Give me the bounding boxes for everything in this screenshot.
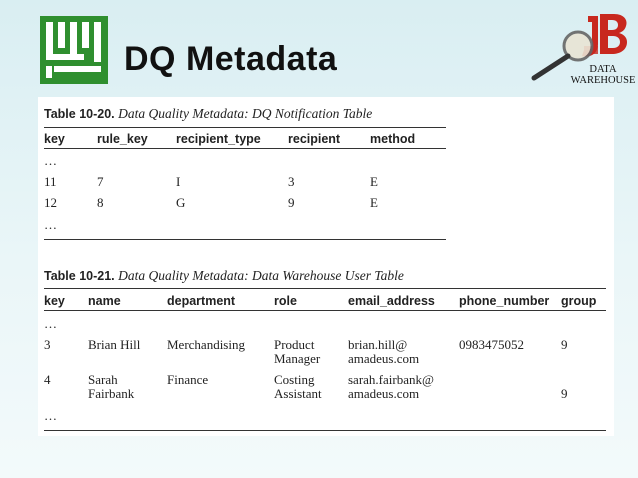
table2-header-department: department <box>167 294 236 308</box>
table2-top-rule <box>44 288 606 289</box>
table2-header-group: group <box>561 294 597 308</box>
table1-cell: 3 <box>288 174 295 189</box>
table2-cell-key: 4 <box>44 372 51 387</box>
table2-cell-role: Assistant <box>274 386 322 401</box>
table1-ellipsis: … <box>44 153 57 168</box>
table2-ellipsis: … <box>44 316 57 331</box>
brand-line: DATA <box>589 64 617 75</box>
table2-cell-role: Costing <box>274 372 315 387</box>
table1-cell: 8 <box>97 195 104 210</box>
table2-header-rule <box>44 310 606 311</box>
table2-cell-department: Merchandising <box>167 337 245 352</box>
table2-cell-email: amadeus.com <box>348 386 420 401</box>
table1-bottom-rule <box>44 239 446 240</box>
table2-header-name: name <box>88 294 121 308</box>
table1-caption <box>44 106 372 122</box>
table1-top-rule <box>44 127 446 128</box>
table1-cell: 7 <box>97 174 104 189</box>
table2-caption-title: Data Quality Metadata: Data Warehouse User Table <box>118 268 404 283</box>
table2-cell-name: Brian Hill <box>88 337 141 352</box>
table2-header-email: email_address <box>348 294 435 308</box>
table1-header-recipient: recipient <box>288 132 341 146</box>
table1-header-key: key <box>44 132 65 146</box>
table2-cell-department: Finance <box>167 372 209 387</box>
table2-cell-email: sarah.fairbank@ <box>348 372 434 387</box>
table1-header-rule-key: rule_key <box>97 132 148 146</box>
table2-cell-name: Sarah <box>88 372 118 387</box>
table1-cell: 11 <box>44 174 57 189</box>
table1-caption-number: Table 10-20. <box>44 107 115 121</box>
slide-title: DQ Metadata <box>124 40 338 78</box>
table2-cell-email: brian.hill@ <box>348 337 408 352</box>
green-logo-icon <box>40 16 108 84</box>
table2-cell-group: 9 <box>561 386 568 401</box>
table1-header-rule <box>44 148 446 149</box>
table2-cell-phone: 0983475052 <box>459 337 524 352</box>
content-panel <box>38 97 614 436</box>
table2-caption <box>44 268 404 284</box>
table2-cell-email: amadeus.com <box>348 351 420 366</box>
table2-header-key: key <box>44 294 65 308</box>
data-warehouse-brand <box>568 64 638 86</box>
table2-bottom-rule <box>44 430 606 431</box>
table1-header-recipient-type: recipient_type <box>176 132 261 146</box>
table2-cell-role: Manager <box>274 351 321 366</box>
table2-caption-number: Table 10-21. <box>44 269 115 283</box>
table1-cell: 9 <box>288 195 295 210</box>
table1-header-method: method <box>370 132 416 146</box>
table1-cell: E <box>370 174 378 189</box>
table1-cell: E <box>370 195 378 210</box>
table1-cell: I <box>176 174 181 189</box>
table2-cell-role: Product <box>274 337 315 352</box>
table2-cell-group: 9 <box>561 337 568 352</box>
table1-ellipsis: … <box>44 217 57 232</box>
table2-cell-key: 3 <box>44 337 51 352</box>
table2-ellipsis: … <box>44 408 57 423</box>
table2-cell-name: Fairbank <box>88 386 135 401</box>
table2-header-role: role <box>274 294 297 308</box>
table1-cell: 12 <box>44 195 57 210</box>
table1-cell: G <box>176 195 186 210</box>
table2-header-phone: phone_number <box>459 294 550 308</box>
brand-line: WAREHOUSE <box>570 75 636 86</box>
table1-caption-title: Data Quality Metadata: DQ Notification Table <box>118 106 373 121</box>
